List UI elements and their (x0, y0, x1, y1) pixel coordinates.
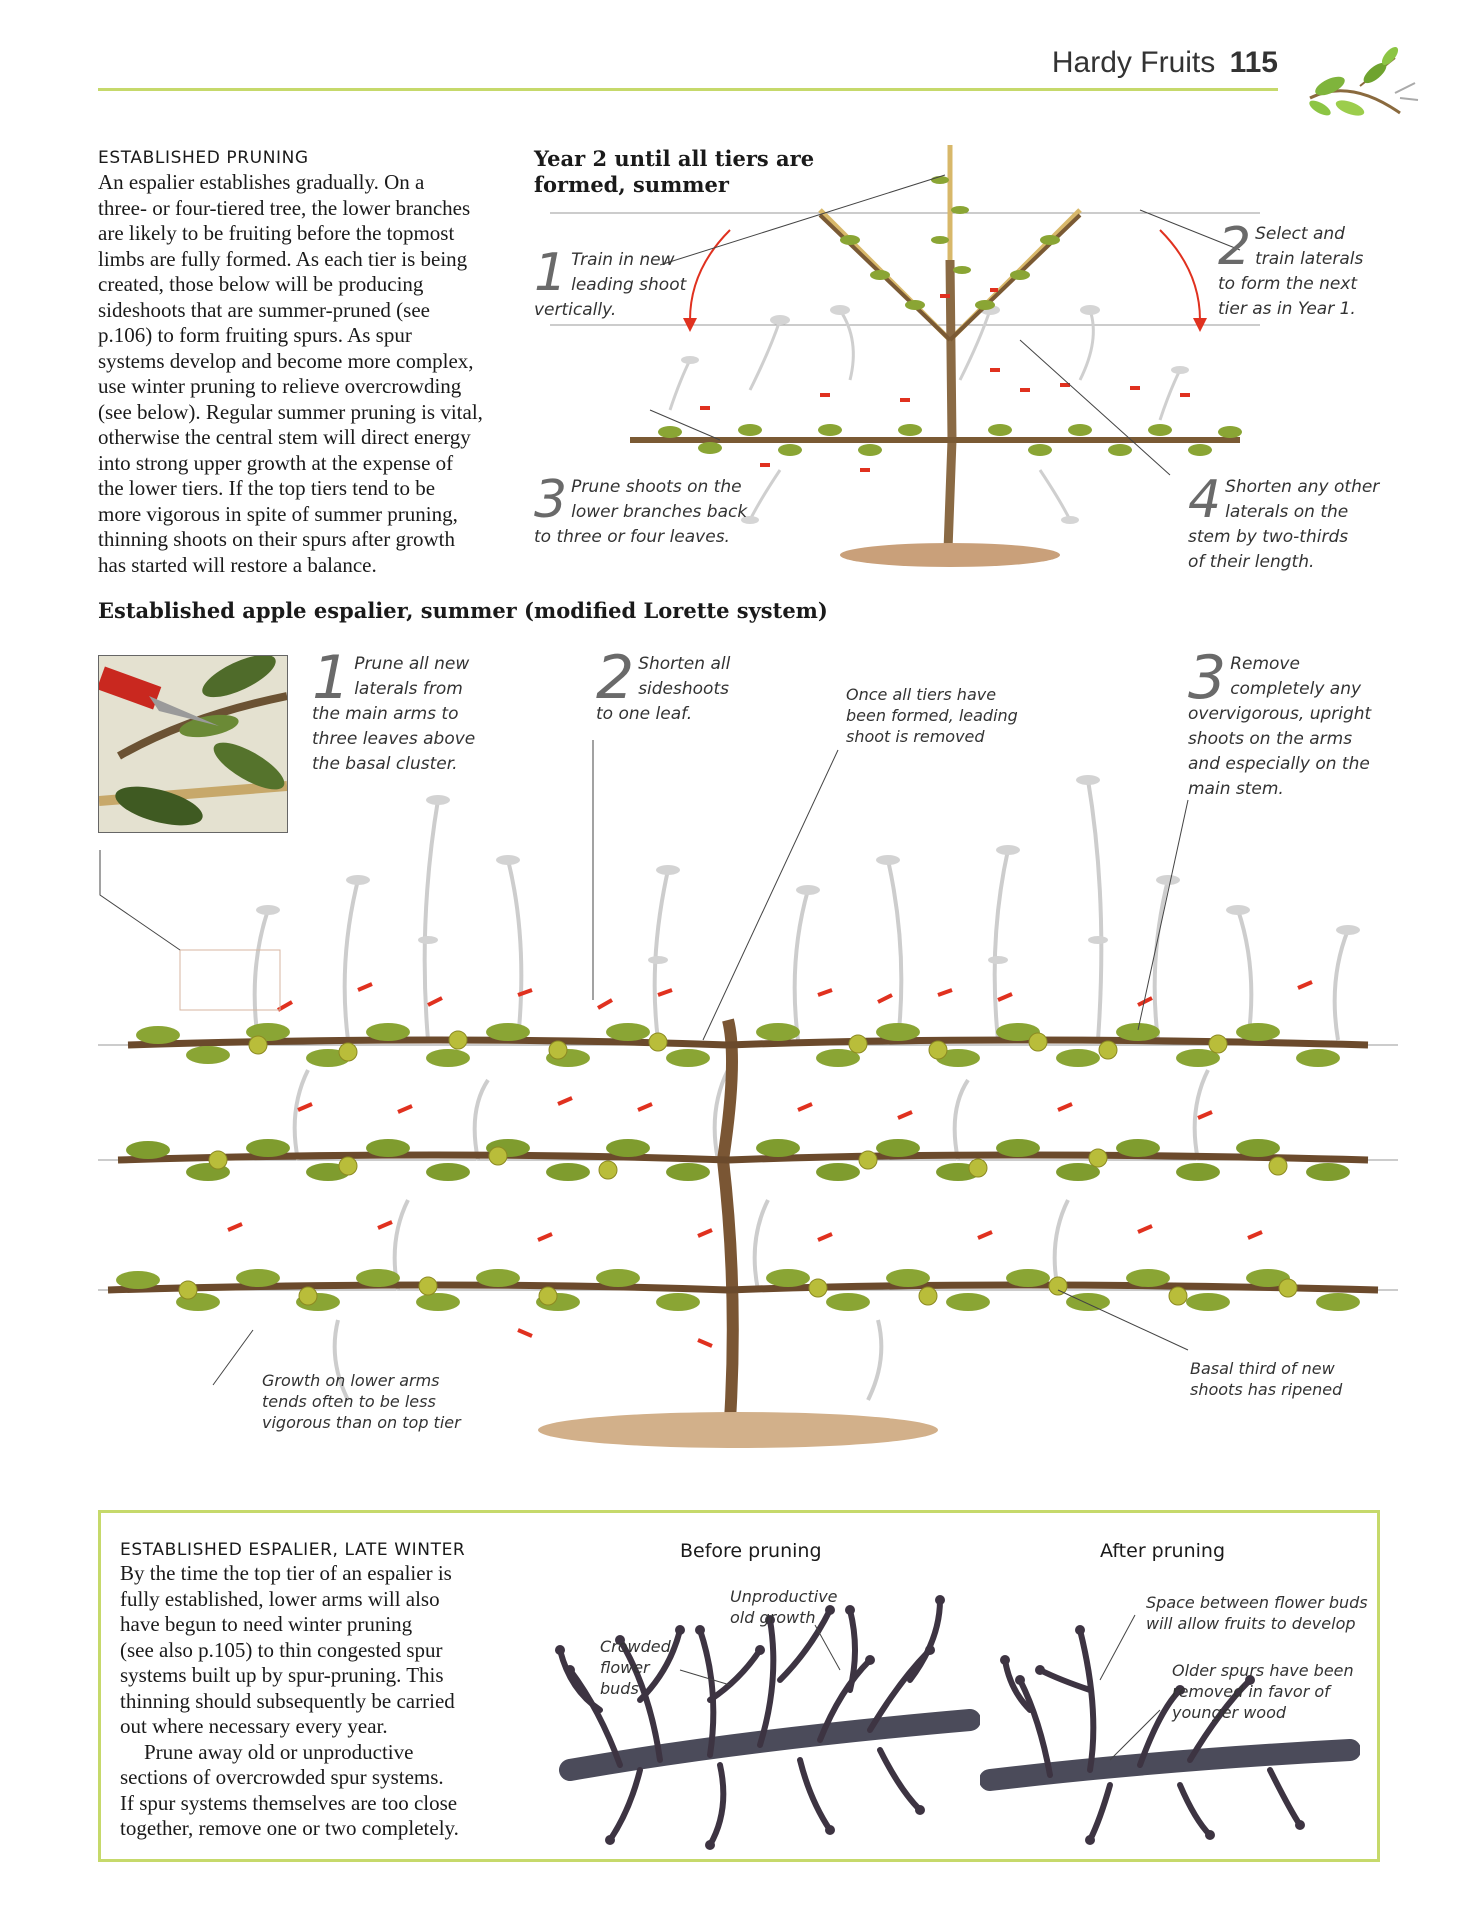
caption-line: shoots has ripened (1190, 1380, 1343, 1399)
before-note-unproductive (730, 1586, 838, 1628)
caption-line: Train in new (571, 250, 675, 270)
year2-step1 (534, 243, 714, 323)
body-line: into strong upper growth at the expense of (98, 450, 454, 475)
apple-espalier-title: Established apple espalier, summer (modified Lorette system) (98, 598, 828, 623)
body-line: systems develop and become more complex, (98, 348, 474, 373)
caption-line: three leaves above (312, 729, 476, 749)
step-number: 2 (596, 643, 635, 713)
late-winter-para2 (120, 1740, 520, 1842)
step-number: 3 (1188, 643, 1227, 713)
body-line: three- or four-tiered tree, the lower branches (98, 195, 471, 220)
body-line: together, remove one or two completely. (120, 1816, 459, 1840)
caption-line: old growth (730, 1608, 816, 1627)
caption-line: tends often to be less (262, 1392, 436, 1411)
caption-line: to three or four leaves. (534, 527, 730, 547)
caption-line: Remove (1230, 654, 1300, 674)
body-line: out where necessary every year. (120, 1714, 388, 1738)
body-line: By the time the top tier of an espalier is (120, 1561, 452, 1585)
caption-line: train laterals (1255, 249, 1364, 269)
caption-line: Once all tiers have (846, 685, 997, 704)
late-winter-para1 (120, 1561, 520, 1740)
caption-line: lower branches back (571, 502, 748, 522)
caption-line: Unproductive (730, 1587, 838, 1606)
caption-line: overvigorous, upright (1188, 704, 1372, 724)
year2-step3 (534, 470, 764, 550)
caption-line: flower (600, 1658, 650, 1677)
caption-line: shoot is removed (846, 727, 985, 746)
caption-line: laterals on the (1225, 502, 1349, 522)
caption-line: of their length. (1188, 552, 1315, 572)
caption-line: removed in favor of (1172, 1682, 1330, 1701)
body-line: the lower tiers. If the top tiers tend to be (98, 476, 436, 500)
body-line: sections of overcrowded spur systems. (120, 1765, 444, 1789)
caption-line: the main arms to (312, 704, 459, 724)
caption-line: completely any (1230, 679, 1362, 699)
before-note-crowded (600, 1636, 671, 1699)
caption-line: stem by two-thirds (1188, 527, 1349, 547)
body-line: fully established, lower arms will also (120, 1586, 440, 1611)
header-rule (98, 88, 1278, 91)
caption-line: vertically. (534, 300, 617, 320)
caption-line: been formed, leading (846, 706, 1018, 725)
caption-line: Select and (1255, 224, 1345, 244)
apple-step2 (596, 643, 776, 727)
body-line: use winter pruning to relieve overcrowding (98, 374, 462, 398)
year2-title-line: formed, summer (534, 172, 729, 197)
body-line: limbs are fully formed. As each tier is being (98, 246, 468, 271)
step-number: 2 (1218, 217, 1252, 277)
body-line: Prune away old or unproductive (144, 1739, 414, 1764)
lower-arms-note (262, 1370, 502, 1433)
step-number: 1 (534, 243, 568, 303)
apple-step3 (1188, 643, 1398, 802)
step-number: 1 (312, 643, 351, 713)
caption-line: Older spurs have been (1172, 1661, 1354, 1680)
step-number: 3 (534, 470, 568, 530)
year2-step2 (1218, 217, 1398, 322)
caption-line: shoots on the arms (1188, 729, 1353, 749)
body-line: has started will restore a balance. (98, 552, 377, 577)
caption-line: Prune shoots on the (571, 477, 742, 497)
caption-line: Shorten any other (1225, 477, 1380, 497)
running-title-text: Hardy Fruits (1051, 46, 1216, 79)
body-line: (see also p.105) to thin congested spur (120, 1637, 443, 1662)
body-line: systems built up by spur-pruning. This (120, 1663, 444, 1687)
caption-line: laterals from (354, 679, 463, 699)
caption-line: sideshoots (638, 679, 729, 699)
late-winter-heading: ESTABLISHED ESPALIER, LATE WINTER (120, 1540, 466, 1560)
leaf-sprig-icon (1300, 38, 1420, 128)
body-line: are likely to be fruiting before the topmost (98, 221, 455, 245)
caption-line: Space between flower buds (1146, 1593, 1368, 1612)
caption-line: buds (600, 1679, 639, 1698)
caption-line: Prune all new (354, 654, 470, 674)
body-line: otherwise the central stem will direct energy (98, 425, 471, 449)
caption-line: to form the next (1218, 274, 1358, 294)
running-title (1052, 46, 1278, 80)
established-pruning-body (98, 170, 518, 578)
after-note-space (1146, 1592, 1368, 1634)
page-number: 115 (1229, 46, 1278, 79)
body-line: more vigorous in spite of summer pruning, (98, 501, 458, 526)
body-line: (see below). Regular summer pruning is vital, (98, 399, 483, 424)
caption-line: Crowded (600, 1637, 671, 1656)
body-line: p.106) to form fruiting spurs. As spur (98, 323, 412, 347)
established-pruning-heading: ESTABLISHED PRUNING (98, 148, 309, 168)
caption-line: younger wood (1172, 1703, 1287, 1722)
before-pruning-title: Before pruning (680, 1540, 822, 1562)
basal-third-note (1190, 1358, 1390, 1400)
after-note-older-spurs (1172, 1660, 1354, 1723)
body-line: created, those below will be producing (98, 272, 424, 296)
caption-line: Growth on lower arms (262, 1371, 440, 1390)
caption-line: leading shoot (571, 275, 687, 295)
caption-line: tier as in Year 1. (1218, 299, 1356, 319)
year2-title-line: Year 2 until all tiers are (534, 146, 815, 171)
caption-line: Basal third of new (1190, 1359, 1335, 1378)
caption-line: to one leaf. (596, 704, 693, 724)
page-header (98, 42, 1278, 92)
caption-line: vigorous than on top tier (262, 1413, 461, 1432)
caption-line: main stem. (1188, 779, 1284, 799)
body-line: have begun to need winter pruning (120, 1612, 413, 1636)
caption-line: Shorten all (638, 654, 731, 674)
late-winter-text (120, 1540, 520, 1842)
year2-step4 (1188, 470, 1388, 575)
body-line: sideshoots that are summer-pruned (see (98, 297, 430, 322)
after-pruning-title: After pruning (1100, 1540, 1226, 1562)
body-line: If spur systems themselves are too close (120, 1790, 458, 1815)
body-line: An espalier establishes gradually. On a (98, 170, 425, 194)
caption-line: the basal cluster. (312, 754, 458, 774)
body-line: thinning shoots on their spurs after growth (98, 527, 455, 551)
caption-line: will allow fruits to develop (1146, 1614, 1356, 1633)
body-line: thinning should subsequently be carried (120, 1688, 455, 1713)
step-number: 4 (1188, 470, 1222, 530)
leading-shoot-note (846, 684, 1046, 747)
caption-line: and especially on the (1188, 754, 1370, 774)
established-pruning-section (98, 148, 518, 578)
apple-step1 (312, 643, 532, 777)
